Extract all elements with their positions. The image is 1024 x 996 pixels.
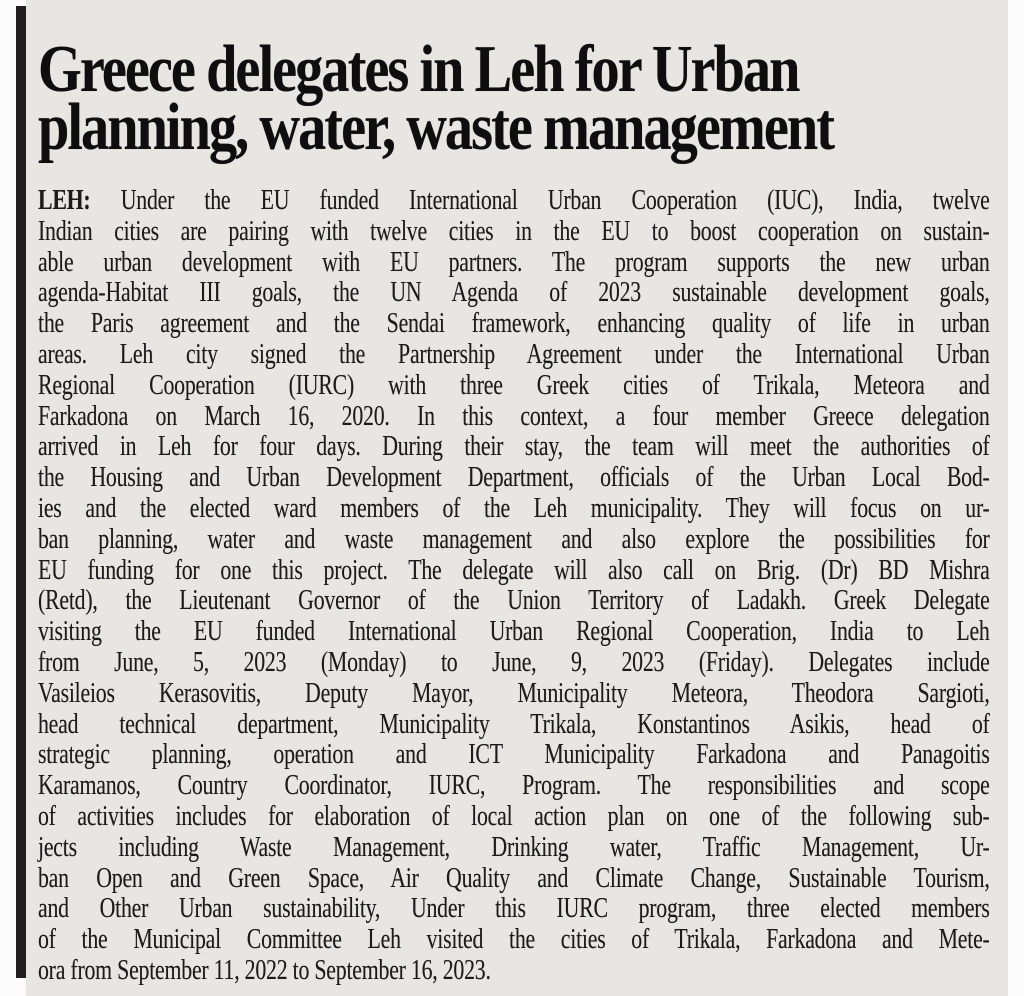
headline-line-2: planning, water, waste management xyxy=(38,89,833,165)
body-line: ban Open and Green Space, Air Quality and Climate Change, Sustainable Tourism, xyxy=(38,862,990,894)
body-line: strategic planning, operation and ICT Municipality Farkadona and Panagoitis xyxy=(38,739,990,771)
body-line: Farkadona on March 16, 2020. In this context, a four member Greece delegation xyxy=(38,400,990,432)
headline-line-1: Greece delegates in Leh for Urban xyxy=(38,31,799,107)
body-line: Vasileios Kerasovitis, Deputy Mayor, Municipality Meteora, Theodora Sargioti, xyxy=(38,677,990,709)
body-line: head technical department, Municipality Trikala, Konstantinos Asikis, head of xyxy=(38,708,990,740)
body-line-text: Under the EU funded International Urban Cooperation (IUC), India, twelve xyxy=(120,185,990,216)
body-line: the Housing and Urban Development Department, officials of the Urban Local Bod- xyxy=(38,462,990,494)
body-line: agenda-Habitat III goals, the UN Agenda of 2023 sustainable development goals, xyxy=(38,277,990,309)
body-line: jects including Waste Management, Drinking water, Traffic Management, Ur- xyxy=(38,831,990,863)
body-line: EU funding for one this project. The delegate will also call on Brig. (Dr) BD Mishra xyxy=(38,554,990,586)
body-line: (Retd), the Lieutenant Governor of the Union Territory of Ladakh. Greek Delegate xyxy=(38,585,990,617)
body-line: of activities includes for elaboration of local action plan on one of the following sub- xyxy=(38,800,990,832)
article-headline xyxy=(38,31,990,165)
body-line: Karamanos, Country Coordinator, IURC, Program. The responsibilities and scope xyxy=(38,770,990,802)
column-rule xyxy=(16,6,26,978)
body-line: of the Municipal Committee Leh visited the cities of Trikala, Farkadona and Mete- xyxy=(38,924,990,956)
body-line: visiting the EU funded International Urban Regional Cooperation, India to Leh xyxy=(38,616,990,648)
body-line: and Other Urban sustainability, Under this IURC program, three elected members xyxy=(38,893,990,925)
body-line: able urban development with EU partners. The program supports the new urban xyxy=(38,246,990,278)
body-line: ora from September 11, 2022 to September 16, 2023. xyxy=(38,954,491,986)
body-line: Regional Cooperation (IURC) with three Greek cities of Trikala, Meteora and xyxy=(38,369,990,401)
article xyxy=(26,0,1008,996)
body-line: from June, 5, 2023 (Monday) to June, 9, 2023 (Friday). Delegates include xyxy=(38,646,990,678)
body-line xyxy=(38,186,990,217)
body-line: areas. Leh city signed the Partnership Agreement under the International Urban xyxy=(38,338,990,370)
dateline: LEH: xyxy=(38,185,91,216)
body-line: Indian cities are pairing with twelve cities in the EU to boost cooperation on sustain- xyxy=(38,215,990,247)
body-line: ban planning, water and waste management and also explore the possibilities for xyxy=(38,523,990,555)
article-body xyxy=(38,186,990,987)
body-line: ies and the elected ward members of the Leh municipality. They will focus on ur- xyxy=(38,492,990,524)
body-line: arrived in Leh for four days. During their stay, the team will meet the authorities of xyxy=(38,431,990,463)
body-line: the Paris agreement and the Sendai framework, enhancing quality of life in urban xyxy=(38,308,990,340)
